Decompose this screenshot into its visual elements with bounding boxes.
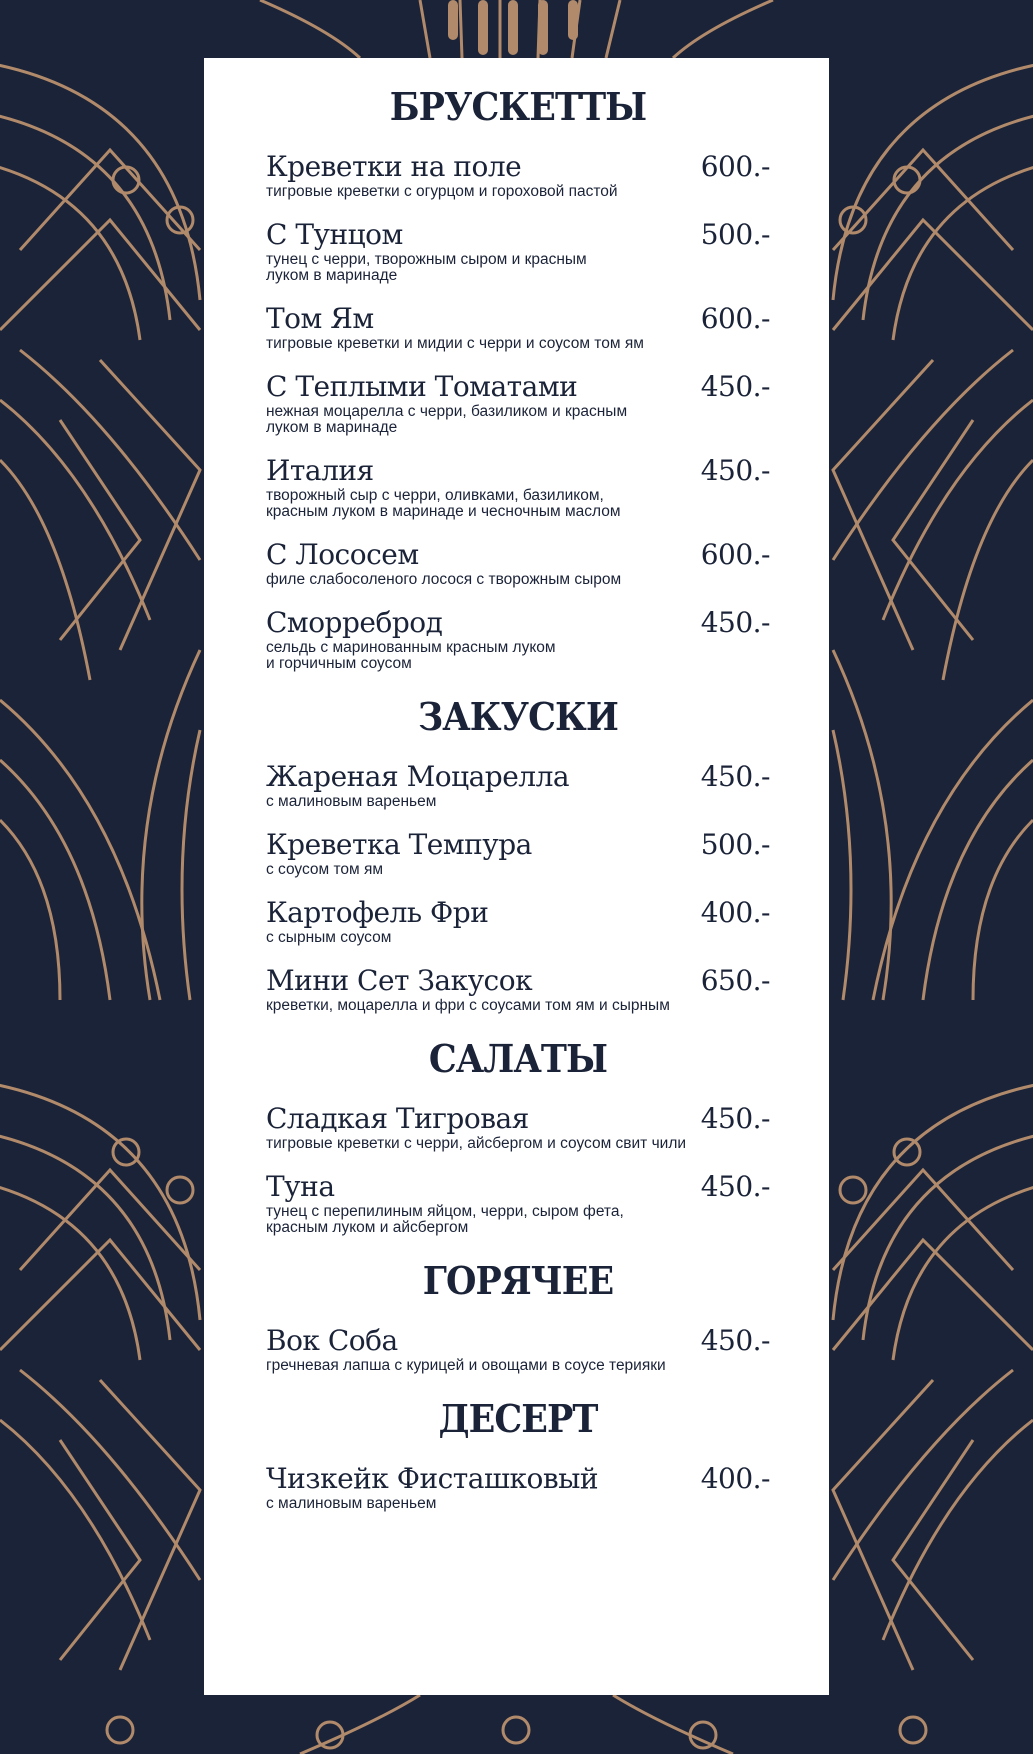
menu-item-description: сельдь с маринованным красным луком и горчичным соусом (266, 639, 556, 672)
menu-item-header (266, 1104, 770, 1134)
menu-item-price: 600.- (700, 302, 770, 335)
menu-item-name: Сморреброд (266, 606, 443, 639)
menu-item (266, 898, 770, 946)
menu-item-price: 450.- (700, 760, 770, 793)
menu-item (266, 1326, 770, 1374)
menu-item-name: Жареная Моцарелла (266, 760, 570, 793)
section-snacks (266, 694, 770, 1014)
menu-panel (204, 58, 829, 1695)
menu-item (266, 966, 770, 1014)
menu-item-description: с соусом том ям (266, 861, 384, 878)
menu-item-header (266, 152, 770, 182)
menu-item-price: 450.- (700, 370, 770, 403)
menu-item-header (266, 1326, 770, 1356)
menu-item (266, 830, 770, 878)
menu-content (266, 84, 770, 1538)
menu-item (266, 1464, 770, 1512)
section-salads (266, 1036, 770, 1236)
menu-item (266, 762, 770, 810)
menu-item-name: Италия (266, 454, 374, 487)
menu-item-price: 400.- (700, 896, 770, 929)
menu-item (266, 608, 770, 672)
section-title-salads: САЛАТЫ (428, 1036, 608, 1081)
menu-item-name: Креветка Темпура (266, 828, 532, 861)
menu-item (266, 220, 770, 284)
menu-item-price: 450.- (700, 606, 770, 639)
items-bruschetta (266, 152, 770, 672)
menu-item (266, 1104, 770, 1152)
menu-item-price: 400.- (700, 1462, 770, 1495)
menu-item (266, 1172, 770, 1236)
menu-item-header (266, 1464, 770, 1494)
menu-item (266, 456, 770, 520)
menu-item-name: С Теплыми Томатами (266, 370, 578, 403)
menu-item (266, 304, 770, 352)
menu-item-description: креветки, моцарелла и фри с соусами том ям и сырным (266, 997, 670, 1014)
section-dessert (266, 1396, 770, 1512)
menu-item-header (266, 1172, 770, 1202)
menu-item-header (266, 220, 770, 250)
section-bruschetta (266, 84, 770, 672)
menu-item-header (266, 304, 770, 334)
menu-item-description: тунец с перепилиным яйцом, черри, сыром фета, красным луком и айсбергом (266, 1203, 624, 1236)
menu-item-description: с малиновым вареньем (266, 793, 437, 810)
menu-item-price: 500.- (700, 828, 770, 861)
section-hot (266, 1258, 770, 1374)
menu-item-name: Мини Сет Закусок (266, 964, 533, 997)
menu-item-description: тигровые креветки и мидии с черри и соусом том ям (266, 335, 644, 352)
menu-item-name: Креветки на поле (266, 150, 522, 183)
menu-item-price: 450.- (700, 1102, 770, 1135)
menu-item-name: Картофель Фри (266, 896, 489, 929)
menu-item-name: С Тунцом (266, 218, 403, 251)
menu-item-price: 450.- (700, 1324, 770, 1357)
menu-item-description: гречневая лапша с курицей и овощами в соусе терияки (266, 1357, 666, 1374)
menu-item-name: С Лососем (266, 538, 419, 571)
menu-item-header (266, 372, 770, 402)
section-title-dessert: ДЕСЕРТ (438, 1396, 598, 1441)
menu-item-description: филе слабосоленого лосося с творожным сыром (266, 571, 622, 588)
section-title-snacks: ЗАКУСКИ (417, 694, 619, 739)
items-salads (266, 1104, 770, 1236)
menu-item-price: 450.- (700, 1170, 770, 1203)
section-title-bruschetta: БРУСКЕТТЫ (389, 84, 647, 129)
menu-item-description: творожный сыр с черри, оливками, базиликом, красным луком в маринаде и чесночным маслом (266, 487, 621, 520)
menu-item-description: тигровые креветки с огурцом и гороховой пастой (266, 183, 618, 200)
menu-item (266, 540, 770, 588)
menu-item-name: Чизкейк Фисташковый (266, 1462, 599, 1495)
menu-item-name: Сладкая Тигровая (266, 1102, 529, 1135)
menu-item-price: 500.- (700, 218, 770, 251)
menu-item-header (266, 762, 770, 792)
menu-item-description: тунец с черри, творожным сыром и красным луком в маринаде (266, 251, 587, 284)
menu-item-name: Туна (266, 1170, 335, 1203)
menu-item-name: Вок Соба (266, 1324, 398, 1357)
menu-item-description: с малиновым вареньем (266, 1495, 437, 1512)
menu-item-price: 600.- (700, 150, 770, 183)
menu-item-header (266, 830, 770, 860)
menu-item (266, 372, 770, 436)
menu-item-price: 600.- (700, 538, 770, 571)
menu-item-description: тигровые креветки с черри, айсбергом и соусом свит чили (266, 1135, 687, 1152)
section-title-hot: ГОРЯЧЕЕ (422, 1258, 614, 1303)
menu-item-name: Том Ям (266, 302, 374, 335)
menu-item-description: с сырным соусом (266, 929, 392, 946)
menu-item-description: нежная моцарелла с черри, базиликом и красным луком в маринаде (266, 403, 628, 436)
menu-item-header (266, 966, 770, 996)
menu-item-header (266, 456, 770, 486)
menu-item (266, 152, 770, 200)
items-snacks (266, 762, 770, 1014)
menu-item-header (266, 540, 770, 570)
menu-item-header (266, 608, 770, 638)
menu-item-price: 450.- (700, 454, 770, 487)
items-hot (266, 1326, 770, 1374)
items-dessert (266, 1464, 770, 1512)
menu-item-price: 650.- (700, 964, 770, 997)
menu-item-header (266, 898, 770, 928)
